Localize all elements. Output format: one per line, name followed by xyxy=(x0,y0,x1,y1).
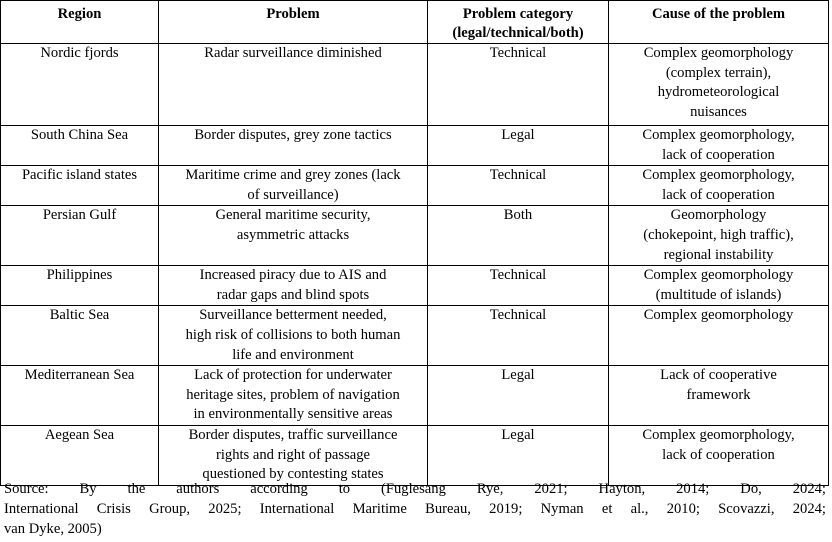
cell-problem: Maritime crime and grey zones (lack of surveillance) xyxy=(159,166,428,206)
cell-problem: Border disputes, grey zone tactics xyxy=(159,126,428,166)
cell-cause: Complex geomorphology, lack of cooperation xyxy=(609,166,829,206)
cell-cause: Complex geomorphology, lack of cooperation xyxy=(609,126,829,166)
table-row xyxy=(1,44,829,126)
cell-cause: Complex geomorphology (complex terrain), hydrometeorological nuisances xyxy=(609,44,829,126)
source-citation xyxy=(4,479,826,539)
header-cause: Cause of the problem xyxy=(609,1,829,44)
cell-region: Persian Gulf xyxy=(1,206,159,266)
cell-region: Pacific island states xyxy=(1,166,159,206)
cell-problem: Surveillance betterment needed, high risk of collisions to both human life and environment xyxy=(159,306,428,366)
cell-region: Nordic fjords xyxy=(1,44,159,126)
table-row xyxy=(1,126,829,166)
cell-category: Technical xyxy=(428,166,609,206)
cell-problem: General maritime security, asymmetric attacks xyxy=(159,206,428,266)
cell-category: Technical xyxy=(428,266,609,306)
cell-problem: Border disputes, traffic surveillance rights and right of passage questioned by contesting states xyxy=(159,425,428,485)
cell-cause: Complex geomorphology, lack of cooperation xyxy=(609,425,829,485)
cell-region: Philippines xyxy=(1,266,159,306)
cell-problem: Lack of protection for underwater heritage sites, problem of navigation in environmentally sensitive areas xyxy=(159,366,428,426)
header-problem: Problem xyxy=(159,1,428,44)
source-line-3: van Dyke, 2005) xyxy=(4,521,102,537)
table-row xyxy=(1,425,829,485)
cell-category: Legal xyxy=(428,366,609,426)
table-row xyxy=(1,306,829,366)
header-problem-category: Problem category (legal/technical/both) xyxy=(428,1,609,44)
cell-region: Baltic Sea xyxy=(1,306,159,366)
source-line-2: International Crisis Group, 2025; International Maritime Bureau, 2019; Nyman et al., 2010; Scovazzi, 2024; xyxy=(4,501,826,517)
cell-region: Aegean Sea xyxy=(1,425,159,485)
table-row xyxy=(1,206,829,266)
cell-problem: Increased piracy due to AIS and radar gaps and blind spots xyxy=(159,266,428,306)
cell-category: Legal xyxy=(428,425,609,485)
cell-category: Both xyxy=(428,206,609,266)
cell-region: Mediterranean Sea xyxy=(1,366,159,426)
cell-region: South China Sea xyxy=(1,126,159,166)
table-row xyxy=(1,166,829,206)
cell-cause: Lack of cooperative framework xyxy=(609,366,829,426)
cell-category: Technical xyxy=(428,44,609,126)
cell-category: Legal xyxy=(428,126,609,166)
table-header-row xyxy=(1,1,829,44)
cell-cause: Complex geomorphology xyxy=(609,306,829,366)
table-row xyxy=(1,366,829,426)
table-row xyxy=(1,266,829,306)
cell-category: Technical xyxy=(428,306,609,366)
cell-cause: Geomorphology (chokepoint, high traffic), regional instability xyxy=(609,206,829,266)
header-region: Region xyxy=(1,1,159,44)
source-line-1: Source: By the authors according to (Fuglesang Rye, 2021; Hayton, 2014; Do, 2024; xyxy=(4,481,826,497)
cell-cause: Complex geomorphology (multitude of islands) xyxy=(609,266,829,306)
cell-problem: Radar surveillance diminished xyxy=(159,44,428,126)
